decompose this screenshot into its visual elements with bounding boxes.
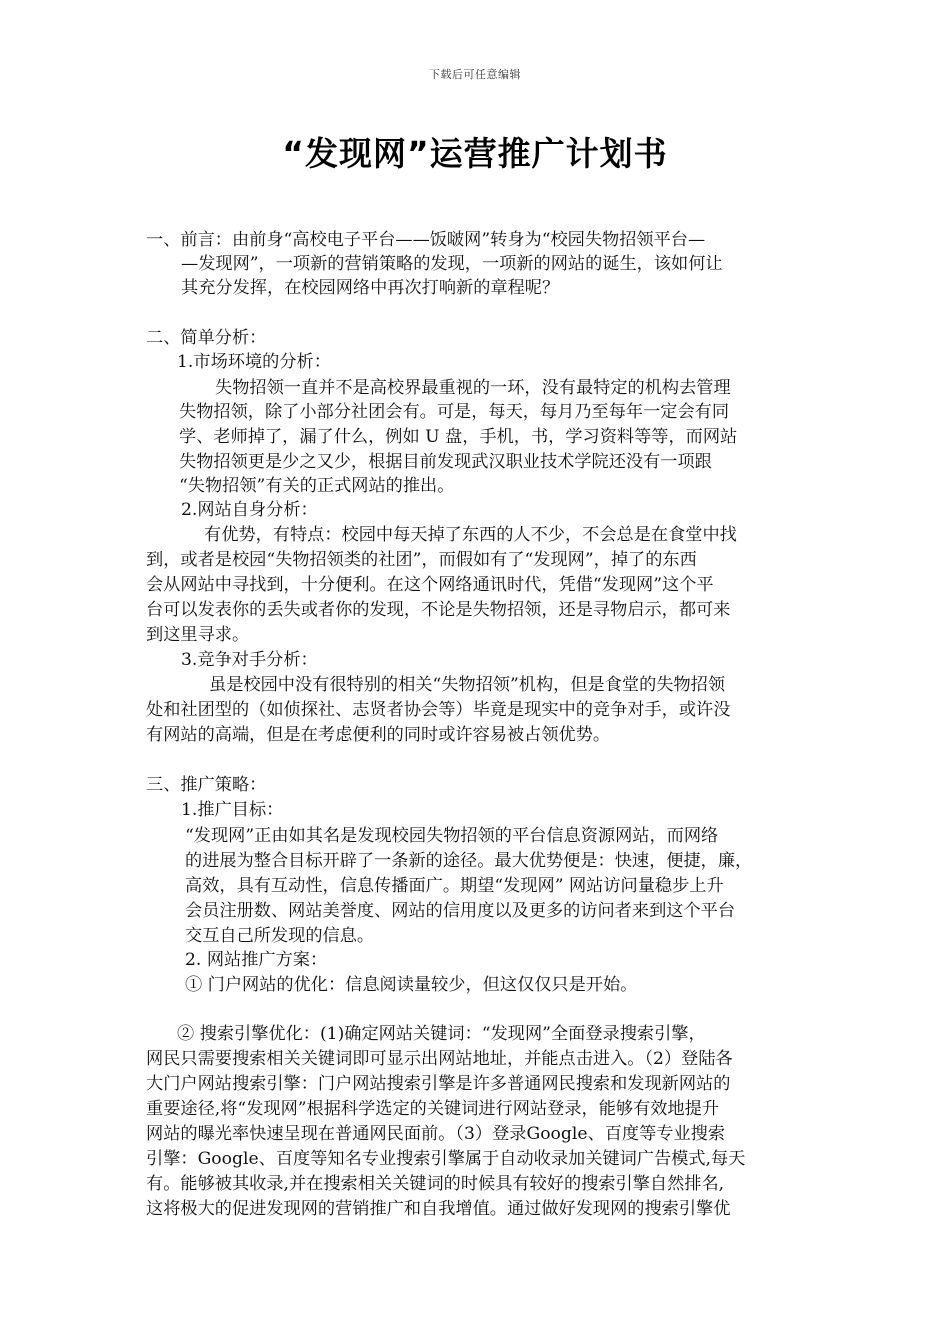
subsection-heading: 3.竞争对手分析： xyxy=(181,650,318,670)
subsection-heading: 2.网站自身分析： xyxy=(181,500,318,520)
section-heading: 二、简单分析： xyxy=(146,328,267,348)
preface-line: —发现网”，一项新的营销策略的发现，一项新的网站的诞生，该如何让 xyxy=(181,254,723,274)
paragraph-line: 的进展为整合目标开辟了一条新的途径。最大优势便是：快速，便捷，廉， xyxy=(185,851,753,871)
paragraph-line: 台可以发表你的丢失或者你的发现，不论是失物招领，还是寻物启示，都可来 xyxy=(146,600,731,620)
subsection-heading: 1.推广目标： xyxy=(181,800,284,820)
paragraph-line: 网民只需要搜索相关关键词即可显示出网站地址，并能点击进入。（2）登陆各 xyxy=(146,1049,733,1069)
paragraph-line: 网站的曝光率快速呈现在普通网民面前。（3）登录Google、百度等专业搜索 xyxy=(146,1124,726,1144)
paragraph-line: 到，或者是校园“失物招领类的社团”，而假如有了“发现网”，掉了的东西 xyxy=(146,550,697,570)
paragraph-line: 失物招领一直并不是高校界最重视的一环，没有最特定的机构去管理 xyxy=(215,378,731,398)
paragraph-line: 会员注册数、网站美誉度、网站的信用度以及更多的访问者来到这个平台 xyxy=(185,901,736,921)
preface-line: 一、前言：由前身“高校电子平台——饭啵网”转身为“校园失物招领平台— xyxy=(146,230,706,250)
page-header: 下载后可任意编辑 xyxy=(429,68,521,81)
paragraph-line: 失物招领，除了小部分社团会有。可是，每天，每月乃至每年一定会有同 xyxy=(179,402,730,422)
paragraph-line: 有优势，有特点：校园中每天掉了东西的人不少，不会总是在食堂中找 xyxy=(204,525,737,545)
preface-line: 其充分发挥，在校园网络中再次打响新的章程呢？ xyxy=(181,278,560,298)
paragraph-line: 虽是校园中没有很特别的相关“失物招领”机构，但是食堂的失物招领 xyxy=(209,675,726,695)
document-title: “发现网”运营推广计划书 xyxy=(282,134,668,173)
paragraph-line: 这将极大的促进发现网的营销推广和自我增值。通过做好发现网的搜索引擎优 xyxy=(146,1199,731,1219)
paragraph-line: “发现网”正由如其名是发现校园失物招领的平台信息资源网站，而网络 xyxy=(185,826,719,846)
paragraph-line: 处和社团型的（如侦探社、志贤者协会等）毕竟是现实中的竞争对手，或许没 xyxy=(146,700,731,720)
list-item: ① 门户网站的优化：信息阅读量较少，但这仅仅只是开始。 xyxy=(185,975,638,995)
paragraph-line: 到这里寻求。 xyxy=(146,625,250,645)
paragraph-line: 交互自己所发现的信息。 xyxy=(185,926,375,946)
subsection-heading: 2. 网站推广方案： xyxy=(185,950,328,970)
subsection-heading: 1.市场环境的分析： xyxy=(177,352,331,372)
paragraph-line: “失物招领”有关的正式网站的推出。 xyxy=(179,476,455,496)
paragraph-line: 高效，具有互动性，信息传播面广。期望“发现网” 网站访问量稳步上升 xyxy=(185,876,724,896)
paragraph-line: 学、老师掉了，漏了什么，例如 U 盘，手机，书，学习资料等等，而网站 xyxy=(179,427,738,447)
paragraph-line: 会从网站中寻找到，十分便利。在这个网络通讯时代，凭借“发现网”这个平 xyxy=(146,575,714,595)
paragraph-line: 大门户网站搜索引擎：门户网站搜索引擎是许多普通网民搜索和发现新网站的 xyxy=(146,1074,731,1094)
paragraph-line: 有网站的高端，但是在考虑便利的同时或许容易被占领优势。 xyxy=(146,725,611,745)
paragraph-line: 重要途径,将“发现网”根据科学选定的关键词进行网站登录，能够有效地提升 xyxy=(146,1099,720,1119)
paragraph-line: 失物招领更是少之又少，根据目前发现武汉职业技术学院还没有一项跟 xyxy=(179,452,712,472)
paragraph-line: 引擎：Google、百度等知名专业搜索引擎属于自动收录加关键词广告模式,每天 xyxy=(146,1149,746,1169)
paragraph-line: 有。能够被其收录,并在搜索相关关键词的时候具有较好的搜索引擎自然排名, xyxy=(146,1174,725,1194)
paragraph-line: ② 搜索引擎优化：(1)确定网站关键词：“发现网”全面登录搜索引擎， xyxy=(177,1024,706,1044)
section-heading: 三、推广策略： xyxy=(146,775,267,795)
